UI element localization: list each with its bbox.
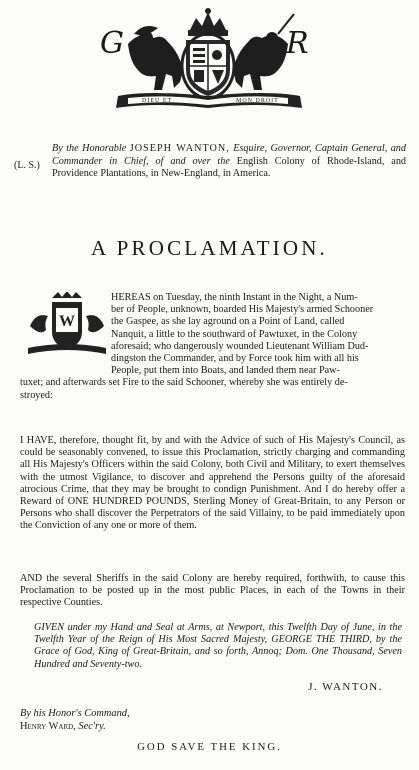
preamble xyxy=(52,143,406,181)
cipher-r: R xyxy=(286,26,309,61)
para1-line: dingston the Commander, and by Force took him with all his xyxy=(111,353,359,365)
paragraph-1 xyxy=(20,292,405,402)
governor-name: JOSEPH WANTON, xyxy=(129,143,230,154)
colony-place: in New-England, in America. xyxy=(150,168,271,179)
colony-name: English Colony of Rhode-Island, and Providence Plantations, xyxy=(52,155,407,179)
svg-text:W: W xyxy=(59,313,75,330)
para1-line: ber of People, unknown, boarded His Majesty's armed Schooner xyxy=(111,304,374,316)
command-block xyxy=(20,708,130,733)
motto-right: MON DROIT xyxy=(236,98,279,104)
signature: J. WANTON. xyxy=(308,681,383,693)
command-line: By his Honor's Command, xyxy=(20,708,130,719)
given-clause: GIVEN under my Hand and Seal at Arms, at Newport, this Twelfth Day of June, in the Twelfth Year of the Reign of His Most Sacred Majesty, GEORGE THE THIRD, by the Grace of God, King of Great-Britain, and so forth, Annoq; Dom. One Thousand, Seven Hundred and Seventy-two. xyxy=(34,622,402,670)
closing-line: GOD SAVE THE KING. xyxy=(137,741,282,753)
para1-line: stroyed: xyxy=(20,389,53,401)
para1-line: People, put them into Boats, and landed them near Paw- xyxy=(111,365,340,377)
motto-left: DIEU ET xyxy=(142,98,173,104)
preamble-by-the: By the Honorable xyxy=(52,143,127,154)
secretary-name: Henry Ward, xyxy=(20,720,76,732)
para1-line: tuxet; and afterwards set Fire to the said Schooner, whereby she was entirely de- xyxy=(20,377,348,389)
para1-line: HEREAS on Tuesday, the ninth Instant in the Night, a Num- xyxy=(111,292,358,303)
governor-titles: Esquire, Governor, Captain General, and Commander in Chief, of and over the xyxy=(52,143,406,167)
para1-line: aforesaid; who dangerously wounded Lieutenant William Dud- xyxy=(111,340,369,352)
cipher-g: G xyxy=(100,26,124,61)
para1-line: Nanquit, a little to the southward of Pawtuxet, in the Colony xyxy=(111,328,358,340)
seal-mark: (L. S.) xyxy=(14,160,40,171)
paragraph-2: I HAVE, therefore, thought fit, by and with the Advice of such of His Majesty's Council, as could be seasonably convened, to issue this Proclamation, strictly charging and commanding all His Majesty's Officers within the said Colony, both Civil and Military, to exert themselves with the utmost Vigilance, to discover and apprehend the Persons guilty of the aforesaid atrocious Crime, that they may be brought to condign Punishment. And I do hereby offer a Reward of ONE HUNDRED POUNDS, Sterling Money of Great-Britain, to any Person or Persons who shall discover the Perpetrators of the said Villainy, to be paid immediately upon the Conviction of any one or more of them. xyxy=(20,435,405,532)
royal-coat-of-arms xyxy=(88,4,328,114)
para1-line: the Gaspee, as she lay aground on a Point of Land, called xyxy=(111,316,345,328)
proclamation-title: A PROCLAMATION. xyxy=(90,236,329,260)
secretary-role: Sec'ry. xyxy=(78,720,106,732)
paragraph-3: AND the several Sheriffs in the said Colony are hereby required, forthwith, to cause this Proclamation to be posted up in the most public Places, in each of the Towns in their respective Counties. xyxy=(20,573,405,609)
